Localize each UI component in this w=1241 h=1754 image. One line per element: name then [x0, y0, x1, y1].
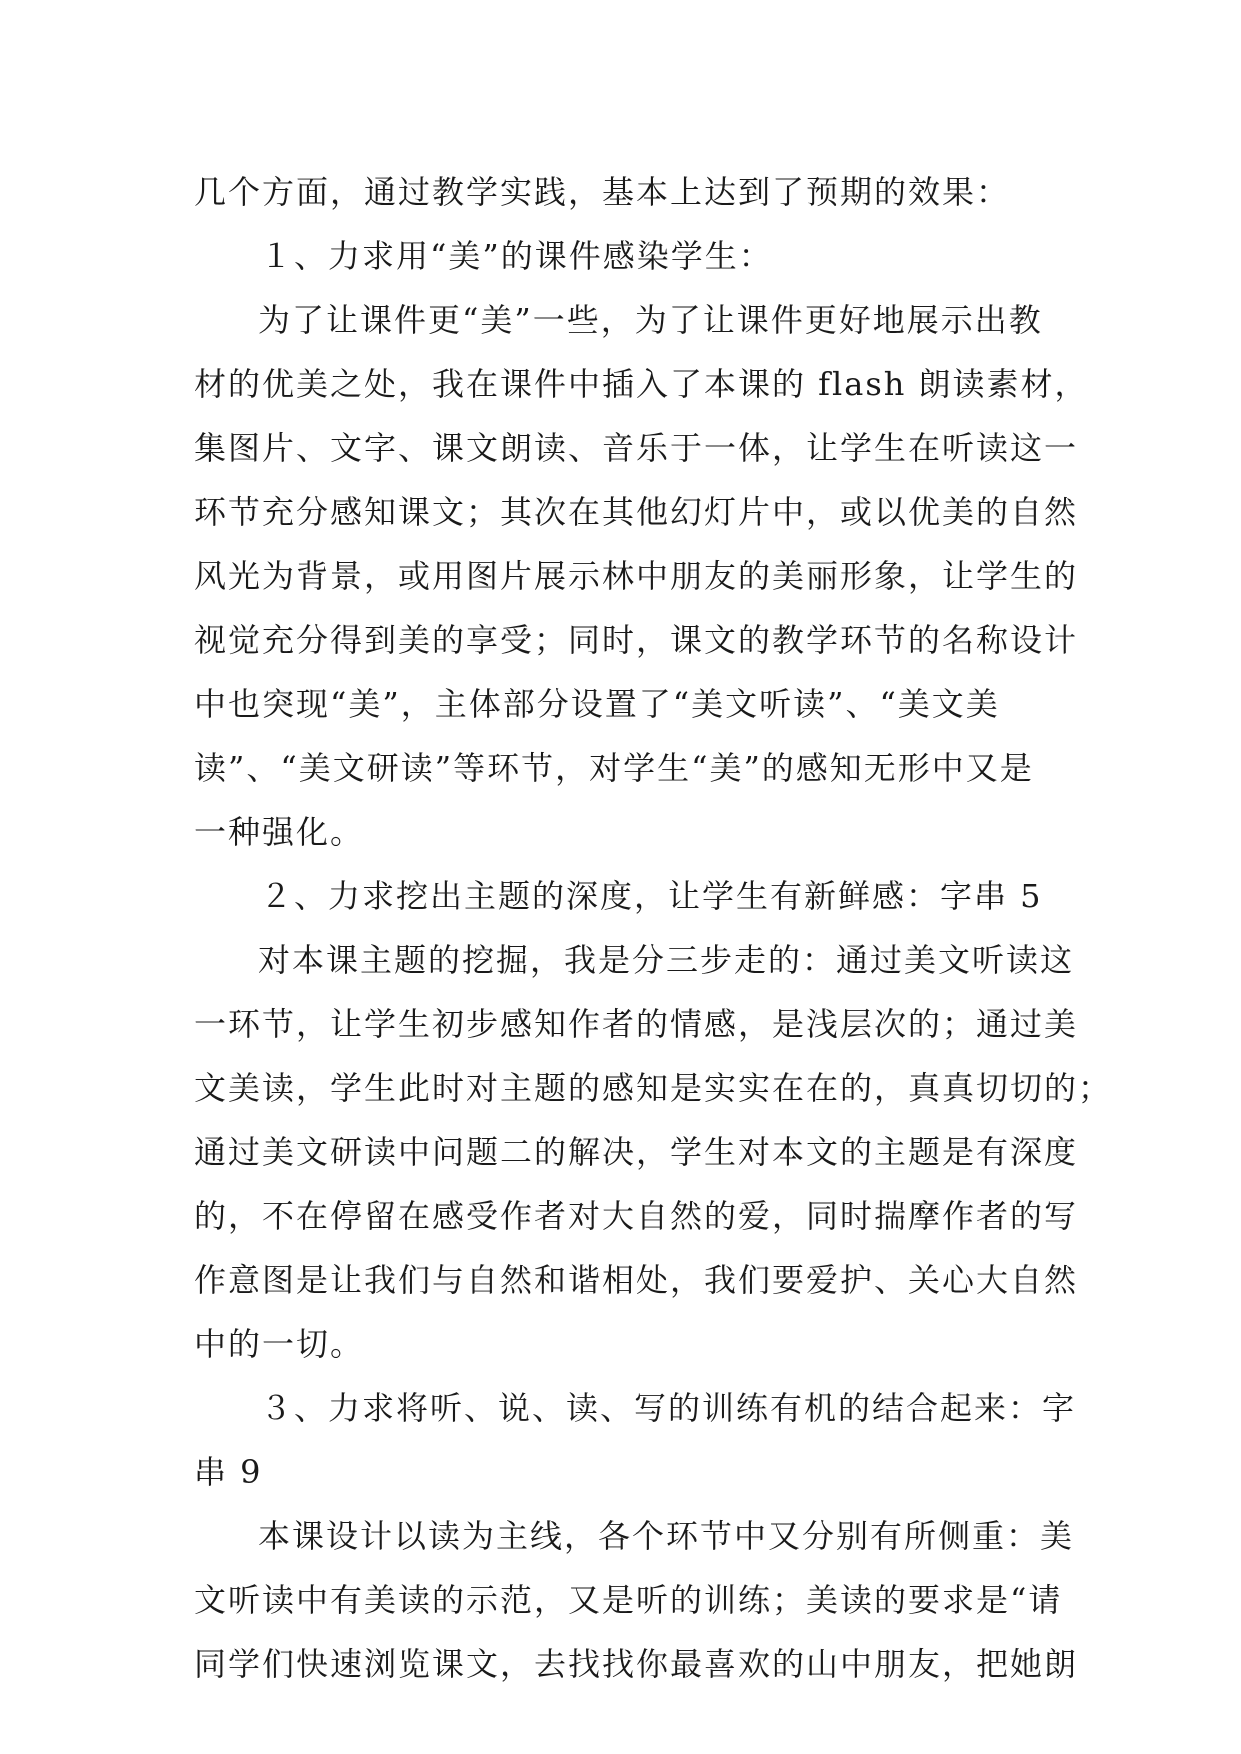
text-line: 同学们快速浏览课文，去找找你最喜欢的山中朋友，把她朗	[194, 1645, 1079, 1683]
list-heading-3: ３、力求将听、说、读、写的训练有机的结合起来：字	[260, 1389, 1077, 1427]
text-line: 风光为背景，或用图片展示林中朋友的美丽形象，让学生的	[194, 557, 1079, 595]
text-line: 环节充分感知课文；其次在其他幻灯片中，或以优美的自然	[194, 493, 1079, 531]
text-line: 几个方面，通过教学实践，基本上达到了预期的效果：	[194, 173, 1011, 211]
text-line: 文美读，学生此时对主题的感知是实实在在的，真真切切的；	[194, 1069, 1113, 1107]
paragraph-3-start: 本课设计以读为主线，各个环节中又分别有所侧重：美	[258, 1517, 1075, 1555]
text-line: 中也突现“美”，主体部分设置了“美文听读”、“美文美	[194, 685, 1000, 723]
paragraph-2-start: 对本课主题的挖掘，我是分三步走的：通过美文听读这	[258, 941, 1075, 979]
text-line: 文听读中有美读的示范，又是听的训练；美读的要求是“请	[194, 1581, 1063, 1619]
text-line: 视觉充分得到美的享受；同时，课文的教学环节的名称设计	[194, 621, 1079, 659]
list-heading-1: １、力求用“美”的课件感染学生：	[260, 237, 773, 275]
text-line: 材的优美之处，我在课件中插入了本课的 flash 朗读素材，	[194, 365, 1089, 403]
text-line: 通过美文研读中问题二的解决，学生对本文的主题是有深度	[194, 1133, 1079, 1171]
document-body	[194, 160, 1113, 1696]
paragraph-1-start: 为了让课件更“美”一些，为了让课件更好地展示出教	[258, 301, 1043, 339]
text-line: 一种强化。	[194, 813, 365, 851]
text-line: 的，不在停留在感受作者对大自然的爱，同时揣摩作者的写	[194, 1197, 1079, 1235]
text-line: 读”、“美文研读”等环节，对学生“美”的感知无形中又是	[194, 749, 1034, 787]
text-line: 作意图是让我们与自然和谐相处，我们要爱护、关心大自然	[194, 1261, 1079, 1299]
text-line: 串 9	[194, 1453, 263, 1491]
list-heading-2: ２、力求挖出主题的深度，让学生有新鲜感：字串 5	[260, 877, 1043, 915]
text-line: 集图片、文字、课文朗读、音乐于一体，让学生在听读这一	[194, 429, 1079, 467]
text-line: 中的一切。	[194, 1325, 365, 1363]
text-line: 一环节，让学生初步感知作者的情感，是浅层次的；通过美	[194, 1005, 1079, 1043]
